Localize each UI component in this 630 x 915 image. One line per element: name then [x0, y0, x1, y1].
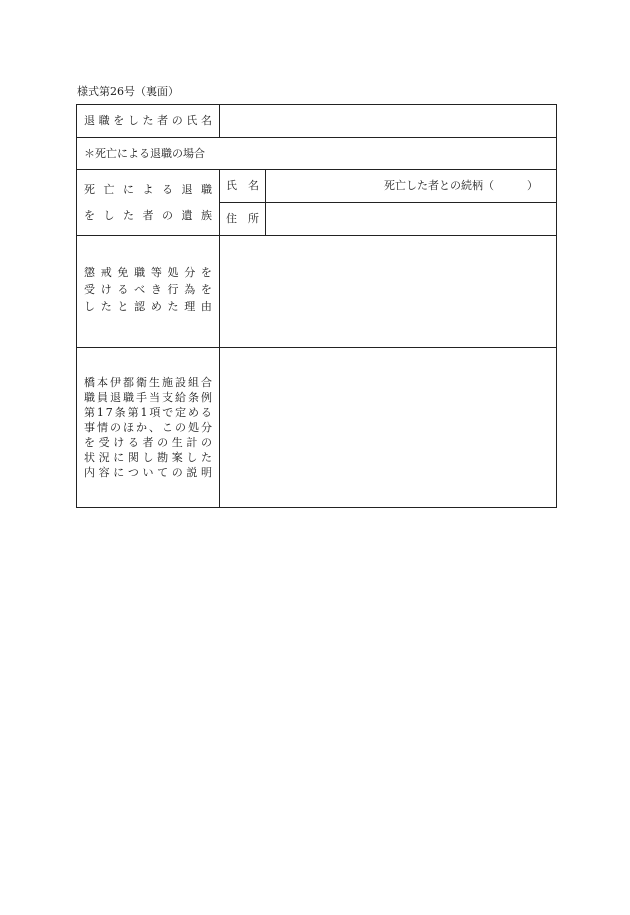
relationship-label: 死亡した者との続柄（ ） [384, 179, 538, 192]
explanation-label [84, 375, 212, 480]
disciplinary-reason-field[interactable] [220, 236, 556, 347]
disciplinary-label-char: た [167, 300, 179, 313]
disciplinary-label-char: た [100, 300, 112, 313]
bereaved-label-char: し [103, 209, 115, 222]
disciplinary-label-char: 免 [117, 266, 129, 279]
disciplinary-label-char: 認 [134, 300, 146, 313]
bereaved-label-char: る [162, 183, 173, 196]
disciplinary-label-char: 理 [184, 300, 196, 313]
disciplinary-label-char: け [100, 283, 112, 296]
disciplinary-label-char: 処 [167, 266, 179, 279]
disciplinary-label-char: き [150, 283, 162, 296]
explanation-line: 職 員 退 職 手 当 支 給 条 例 [84, 391, 212, 404]
explanation-line: 第 1 7 条 第 1 項 で 定 め る [84, 406, 212, 419]
retiree-name-label-char: 氏 [186, 114, 198, 127]
disciplinary-label-char: 戒 [100, 266, 112, 279]
disciplinary-label-char: る [117, 283, 129, 296]
disciplinary-label-char: 等 [150, 266, 162, 279]
explanation-field[interactable] [220, 348, 556, 507]
disciplinary-label-char: 由 [200, 300, 212, 313]
retiree-name-label-char: を [113, 114, 125, 127]
bereaved-label-char: た [123, 209, 134, 222]
retiree-name-label-char: た [142, 114, 154, 127]
explanation-line: 事 情 の ほ か 、 こ の 処 分 [84, 421, 212, 434]
disciplinary-label-char: め [150, 300, 162, 313]
disciplinary-label-char: を [200, 266, 212, 279]
bereaved-label-line1 [84, 184, 212, 195]
bereaved-label-char: よ [142, 183, 154, 196]
retiree-name-label-char: の [171, 114, 183, 127]
bereaved-label-char: 亡 [103, 183, 115, 196]
retiree-name-label-char: 者 [157, 114, 169, 127]
retiree-name-label [84, 115, 212, 126]
address-label: 住 所 [226, 212, 259, 225]
disciplinary-label-char: し [84, 300, 95, 313]
disciplinary-label-char: べ [134, 283, 146, 296]
row-divider [76, 137, 557, 138]
bereaved-label-char: 退 [181, 183, 193, 196]
retiree-name-field[interactable] [220, 105, 556, 137]
disciplinary-label-char: を [200, 283, 212, 296]
retiree-name-label-char: 職 [98, 114, 110, 127]
explanation-line: 内 容 に つ い て の 説 明 [84, 466, 212, 479]
disciplinary-label-char: 行 [167, 283, 179, 296]
explanation-line: 橋 本 伊 都 衛 生 施 設 組 合 [84, 376, 212, 389]
bereaved-label-char: 死 [84, 183, 95, 196]
explanation-line: を 受 け る 者 の 生 計 の [84, 436, 212, 449]
disciplinary-label-line1 [84, 267, 212, 278]
disciplinary-label-char: 受 [84, 283, 95, 296]
form-number: 様式第26号（裏面） [77, 85, 179, 98]
bereaved-label-char: に [123, 183, 134, 196]
bereaved-label-char: 遺 [181, 209, 193, 222]
disciplinary-label-char: と [117, 300, 129, 313]
death-case-heading: ＊死亡による退職の場合 [84, 147, 205, 160]
disciplinary-label-line3 [84, 301, 212, 312]
disciplinary-label-char: 為 [184, 283, 196, 296]
bereaved-label-line2 [84, 210, 212, 221]
bereaved-label-char: 者 [142, 209, 154, 222]
bereaved-label-char: を [84, 209, 95, 222]
bereaved-label-char: 職 [201, 183, 212, 196]
retiree-name-label-char: し [127, 114, 139, 127]
disciplinary-label-char: 職 [134, 266, 146, 279]
name-label: 氏 名 [226, 179, 259, 192]
bereaved-label-char: の [162, 209, 173, 222]
disciplinary-label-line2 [84, 284, 212, 295]
bereaved-label-char: 族 [201, 209, 212, 222]
disciplinary-label-char: 分 [184, 266, 196, 279]
retiree-name-label-char: 名 [201, 114, 212, 127]
disciplinary-label-char: 懲 [84, 266, 95, 279]
bereaved-address-field[interactable] [266, 203, 556, 235]
retiree-name-label-char: 退 [84, 114, 95, 127]
explanation-line: 状 況 に 関 し 勘 案 し た [84, 451, 212, 464]
